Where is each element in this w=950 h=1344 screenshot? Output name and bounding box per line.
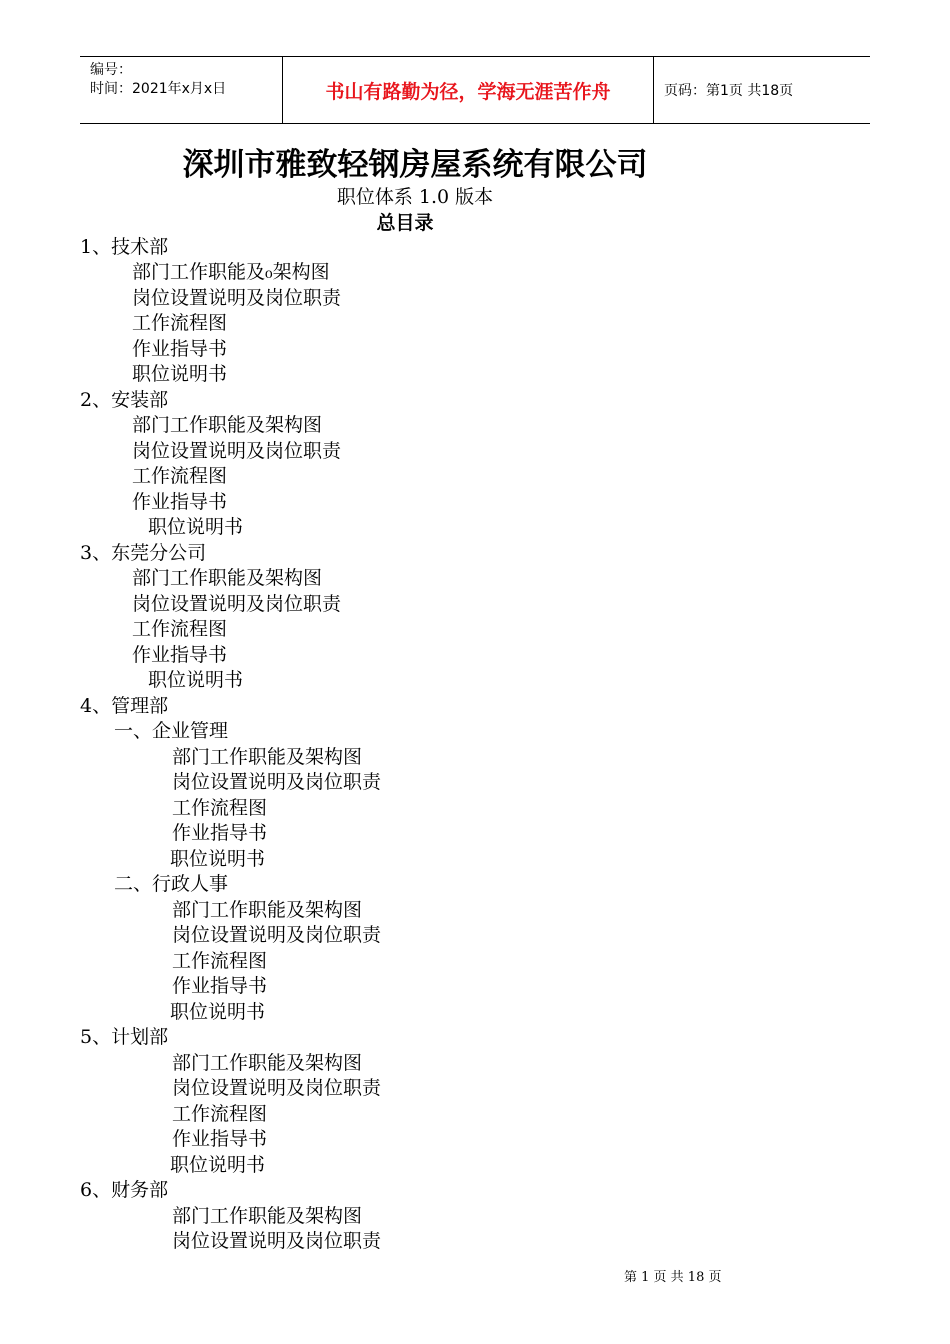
toc-item: 职位说明书: [170, 1154, 266, 1176]
toc-item: 部门工作职能及架构图: [172, 1205, 363, 1227]
toc-item: 工作流程图: [132, 465, 228, 487]
header-page-info: 页码：第1页 共18页: [664, 83, 794, 99]
toc-item: 部门工作职能及架构图: [132, 414, 323, 436]
toc-section: 6、财务部: [80, 1179, 169, 1201]
document-number-label: 编号：: [90, 62, 132, 78]
toc-item: 部门工作职能及₀架构图: [132, 261, 330, 283]
toc-item: 职位说明书: [132, 363, 228, 385]
toc-item: 工作流程图: [132, 618, 228, 640]
toc-subsection: 二、行政人事: [114, 873, 229, 895]
company-title: 深圳市雅致轻钢房屋系统有限公司: [182, 147, 648, 183]
toc-item: 作业指导书: [132, 644, 228, 666]
toc-item: 作业指导书: [172, 975, 268, 997]
toc-item: 职位说明书: [170, 1001, 266, 1023]
header-motto: 书山有路勤为径，学海无涯苦作舟: [282, 57, 654, 123]
toc-item: 作业指导书: [172, 822, 268, 844]
toc-item: 部门工作职能及架构图: [172, 746, 363, 768]
toc-item: 岗位设置说明及岗位职责: [172, 771, 382, 793]
toc-item: 职位说明书: [148, 516, 244, 538]
toc-item: 工作流程图: [172, 950, 268, 972]
toc-item: 工作流程图: [172, 1103, 268, 1125]
toc-section: 2、安装部: [80, 389, 169, 411]
toc-item: 岗位设置说明及岗位职责: [132, 593, 342, 615]
page-header: [80, 56, 870, 124]
toc-item: 部门工作职能及架构图: [132, 567, 323, 589]
toc-item: 职位说明书: [170, 848, 266, 870]
toc-item: 作业指导书: [172, 1128, 268, 1150]
toc-section: 3、东莞分公司: [80, 542, 207, 564]
toc-item: 职位说明书: [148, 669, 244, 691]
document-time-label: 时间：2021年x月x日: [90, 81, 227, 97]
toc-item: 工作流程图: [132, 312, 228, 334]
toc-item: 作业指导书: [132, 338, 228, 360]
toc-item: 作业指导书: [132, 491, 228, 513]
header-meta: [80, 57, 282, 123]
toc-item: 岗位设置说明及岗位职责: [172, 1230, 382, 1252]
toc-item: 岗位设置说明及岗位职责: [172, 924, 382, 946]
toc-item: 部门工作职能及架构图: [172, 899, 363, 921]
toc-section: 4、管理部: [80, 695, 169, 717]
toc-item: 岗位设置说明及岗位职责: [132, 287, 342, 309]
toc-item: 岗位设置说明及岗位职责: [132, 440, 342, 462]
document-subtitle: 职位体系 1.0 版本: [336, 186, 494, 208]
toc-item: 工作流程图: [172, 797, 268, 819]
toc-title: 总目录: [376, 212, 434, 234]
page-footer: 第 1 页 共 18 页: [624, 1270, 722, 1285]
toc-section: 5、计划部: [80, 1026, 169, 1048]
toc-subsection: 一、企业管理: [114, 720, 229, 742]
toc-item: 岗位设置说明及岗位职责: [172, 1077, 382, 1099]
toc-item: 部门工作职能及架构图: [172, 1052, 363, 1074]
toc-section: 1、技术部: [80, 236, 169, 258]
